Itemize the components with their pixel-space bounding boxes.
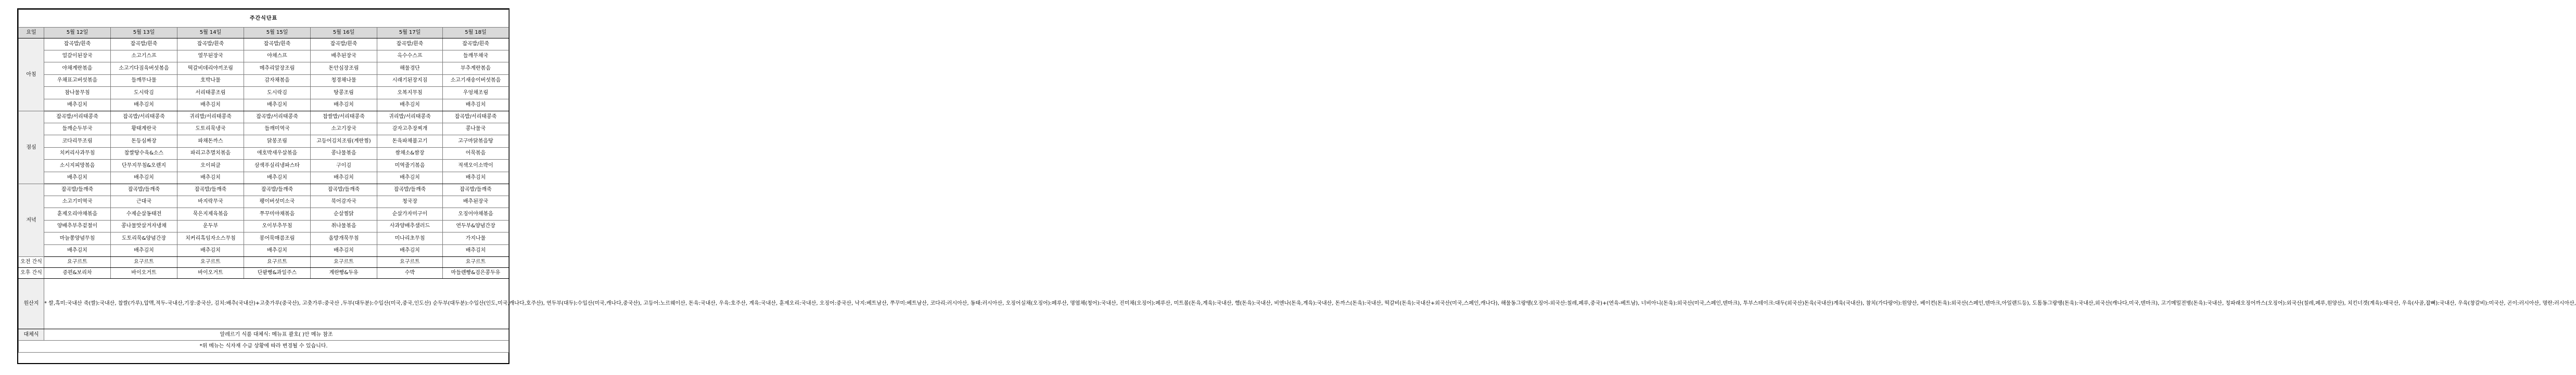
meal-row [19,232,509,245]
date-header: 5월 13일 [111,28,177,38]
date-header: 5월 12일 [44,28,111,38]
menu-item: 수제순살동태전 [111,208,177,221]
menu-item: 팽이버섯미소국 [244,196,311,208]
menu-item: 배추김치 [177,245,244,257]
meal-label: 점심 [19,111,44,184]
menu-item: 배추김치 [177,99,244,111]
menu-item: 단무지무침&오렌지 [111,160,177,172]
menu-item: 오징어야채볶음 [443,208,509,221]
menu-item: 참나물무침 [44,87,111,99]
snack-label: 오후 간식 [19,268,44,279]
menu-item: 도토리묵냉국 [177,123,244,135]
menu-item: 잡곡밥/서리태콩죽 [44,111,111,123]
menu-item: 파리고추멸치볶음 [177,148,244,160]
snack-label: 오전 간식 [19,257,44,268]
snack-item: 증편&보리차 [44,268,111,279]
menu-item: 배추김치 [111,245,177,257]
origin-row [19,279,509,329]
menu-item: 얼갈이된장국 [44,50,111,62]
menu-item: 배추김치 [377,99,443,111]
menu-item: 미나리초무침 [377,232,443,245]
menu-item: 배추김치 [311,99,377,111]
menu-item: 오이부추무침 [244,221,311,232]
menu-item: 잡곡밥/들깨죽 [443,184,509,196]
menu-item: 북어감자국 [311,196,377,208]
menu-item: 배추김치 [44,99,111,111]
menu-item: 잡곡밥/흰죽 [443,38,509,50]
menu-item: 배추김치 [244,172,311,184]
date-header: 5월 15일 [244,28,311,38]
menu-item: 귀리밥/서리태콩죽 [177,111,244,123]
menu-item: 찹쌀탕수육&소스 [111,148,177,160]
day-header-label: 요일 [19,28,44,38]
menu-item: 열무된장국 [177,50,244,62]
menu-item: 파채돈까스 [177,135,244,148]
date-header: 5월 18일 [443,28,509,38]
menu-item: 배추김치 [443,245,509,257]
menu-item: 배추된장국 [443,196,509,208]
menu-item: 봉어묵매콤조림 [244,232,311,245]
menu-item: 배추김치 [44,172,111,184]
menu-item: 귀리밥/서리태콩죽 [377,111,443,123]
menu-item: 구이김 [311,160,377,172]
menu-item: 떡갈비데리야끼조림 [177,62,244,75]
menu-item: 들깨순두부국 [44,123,111,135]
menu-item: 도시락김 [111,87,177,99]
menu-item: 닭봉조림 [244,135,311,148]
menu-item: 돈등심짜장 [111,135,177,148]
menu-item: 묵은지제육볶음 [177,208,244,221]
menu-item: 도시락김 [244,87,311,99]
menu-item: 애호박새우살볶음 [244,148,311,160]
menu-item: 잡곡밥/서리태콩죽 [244,111,311,123]
menu-item: 소고기다짐육버섯볶음 [111,62,177,75]
menu-item: 훈제오리야채볶음 [44,208,111,221]
menu-item: 감자고추장찌개 [377,123,443,135]
meal-row [19,160,509,172]
menu-item: 콩나물볶음 [311,148,377,160]
menu-item: 콩나물맛살겨자냉채 [111,221,177,232]
menu-item: 잡곡밥/들깨죽 [111,184,177,196]
menu-item: 고등어김치조림(계란찜) [311,135,377,148]
menu-item: 쭈꾸미야채볶음 [244,208,311,221]
snack-item: 바이오거트 [177,268,244,279]
menu-item: 잡곡밥/흰죽 [311,38,377,50]
meal-row [19,38,509,50]
footer-row [19,341,509,353]
snack-row [19,268,509,279]
menu-item: 사과양배추샐러드 [377,221,443,232]
menu-item: 쌈채소&쌈장 [377,148,443,160]
menu-item: 배추김치 [177,172,244,184]
meal-label: 저녁 [19,184,44,257]
menu-item: 잡곡밥/들깨죽 [377,184,443,196]
menu-item: 호박나물 [177,75,244,87]
meal-label: 아침 [19,38,44,111]
menu-item: 우엉채조림 [443,87,509,99]
menu-item: 서리태콩조림 [177,87,244,99]
menu-item: 순살가자미구이 [377,208,443,221]
weekly-menu-table [18,9,2576,353]
menu-item: 야채스프 [244,50,311,62]
menu-item: 잡곡밥/흰죽 [177,38,244,50]
menu-item: 배추김치 [443,99,509,111]
snack-item: 요구르트 [44,257,111,268]
menu-item: 소고기미역국 [44,196,111,208]
menu-item: 돈육파채불고기 [377,135,443,148]
menu-item: 잡곡밥/흰죽 [377,38,443,50]
menu-item: 미역줄기볶음 [377,160,443,172]
snack-item: 단팥빵&과일주스 [244,268,311,279]
snack-item: 계란빵&두유 [311,268,377,279]
menu-item: 배추김치 [244,99,311,111]
page-title: 주간식단표 [19,10,509,28]
menu-item: 배추김치 [244,245,311,257]
snack-item: 요구르트 [377,257,443,268]
snack-item: 요구르트 [111,257,177,268]
menu-item: 찹쌀밥/서리태콩죽 [311,111,377,123]
date-header: 5월 14일 [177,28,244,38]
menu-item: 배추김치 [377,245,443,257]
menu-item: 코다리무조림 [44,135,111,148]
snack-item: 마들렌빵&검은콩두유 [443,268,509,279]
menu-item: 운두부 [177,221,244,232]
meal-row [19,62,509,75]
menu-item: 배추김치 [44,245,111,257]
snack-item: 요구르트 [443,257,509,268]
menu-item: 배추김치 [311,172,377,184]
footer-note: *위 메뉴는 식자재 수급 상황에 따라 변경될 수 있습니다. [19,341,509,353]
menu-item: 배추김치 [443,172,509,184]
date-header: 5월 16일 [311,28,377,38]
meal-row [19,75,509,87]
meal-row [19,111,509,123]
snack-item: 수박 [377,268,443,279]
menu-item: 황태계란국 [111,123,177,135]
meal-row [19,208,509,221]
menu-item: 청경채나물 [311,75,377,87]
menu-item: 어묵볶음 [443,148,509,160]
menu-item: 부추계란볶음 [443,62,509,75]
menu-item: 청국장 [377,196,443,208]
menu-item: 잡곡밥/서리태콩죽 [111,111,177,123]
meal-row [19,196,509,208]
menu-item: 올방개묵무침 [311,232,377,245]
menu-item: 배추김치 [111,99,177,111]
menu-item: 바지락무국 [177,196,244,208]
menu-item: 오이피클 [177,160,244,172]
snack-item: 요구르트 [244,257,311,268]
menu-item: 들깨무나물 [111,75,177,87]
menu-item: 삼색푸실리냉파스타 [244,160,311,172]
snack-item: 바이오거트 [111,268,177,279]
origin-text: * 쌀,흑미:국내산 죽(쌀):국내산, 찹쌀(가루),압맥,적두-국내산,기장:중국산, 김치:배추(국내산)+고춧가루(중국산), 고춧가루:중국산 ,두부(대두분):수입산(미국,중국,인도산) 순두부(대두분):수입산(인도,미국,캐나다,호주산), 연두부(대두):수입산(미국,캐나다,중국산), 고등어:노르웨이산, 돈육:국내산, 우육:호주산, 계육:국내산, 훈제오리:국내산, 오징어:중국산, 낙지:베트남산, 쭈꾸미:베트남산, 코다리:러시아산, 동태:러시아산, 오징어실채(오징어):페루산, 명엽채(청어):국내산, 진미채(오징어):페루산, 미트볼(돈육,계육):국내산, 햄(돈육):국내산, 비엔나(돈육,계육):국내산, 돈까스(돈육):국내산, 떡갈비(돈육):국내산+외국산(미국,스페인,캐나다), 해물동그랑땡(오징어-외국산:칠레,페루,중국)+(연육-베트남), 너비아니(돈육):외국산(미국,스페인,덴마크), 투부스테이크:대두(외국산)돈육(국내산)계육(국내산), 참치(가다랑어):원양산, 베이컨(돈육):외국산(스페인,덴마크,아일랜드등), 도톰동그랑땡(돈육):국내산,외국산(캐나다,미국,덴마크), 고기메밀전병(돈육):국내산, 칭파래오징어까스(오징어):외국산(칠레,페루,원양산), 치킨너겟(계육):태국산, 우육(사골,잡뼈):국내산, 우육(창갈비):미국산, 곤이:러시아산, 명란:러시아산, [44,279,509,329]
menu-item: 배추김치 [377,172,443,184]
menu-item: 잡곡밥/들깨죽 [177,184,244,196]
menu-item: 잡곡밥/서리태콩죽 [443,111,509,123]
menu-item: 메추리알장조림 [244,62,311,75]
substitute-label: 대체식 [19,329,44,341]
menu-item: 시래기된장지짐 [377,75,443,87]
menu-item: 소고기스프 [111,50,177,62]
menu-item: 배추된장국 [311,50,377,62]
snack-item: 요구르트 [177,257,244,268]
meal-row [19,87,509,99]
menu-item: 배추김치 [111,172,177,184]
meal-row [19,172,509,184]
menu-item: 적색오이소박이 [443,160,509,172]
meal-row [19,184,509,196]
menu-item: 치커리흑임자소스무침 [177,232,244,245]
date-header: 5월 17일 [377,28,443,38]
meal-row [19,50,509,62]
menu-item: 해물경단 [377,62,443,75]
menu-item: 근대국 [111,196,177,208]
meal-row [19,148,509,160]
menu-item: 들깨무채국 [443,50,509,62]
menu-item: 잡곡밥/흰죽 [244,38,311,50]
meal-row [19,221,509,232]
menu-item: 들깨미역국 [244,123,311,135]
menu-item: 돈안심장조림 [311,62,377,75]
menu-item: 잡곡밥/들깨죽 [44,184,111,196]
snack-row [19,257,509,268]
menu-item: 옥수수스프 [377,50,443,62]
menu-item: 우채표고버섯볶음 [44,75,111,87]
menu-item: 잡곡밥/흰죽 [44,38,111,50]
menu-item: 양배추부추겉절이 [44,221,111,232]
snack-item: 요구르트 [311,257,377,268]
menu-item: 콩나물국 [443,123,509,135]
substitute-row [19,329,509,341]
menu-item: 고구마닭볶음탕 [443,135,509,148]
weekly-menu-sheet [17,8,2576,364]
menu-item: 마늘쫑양념무침 [44,232,111,245]
menu-item: 취나물볶음 [311,221,377,232]
meal-row [19,135,509,148]
menu-item: 순살찜닭 [311,208,377,221]
menu-item: 감자채볶음 [244,75,311,87]
substitute-text: 알레르기 식품 대체식: 메뉴표 괄호( )안 메뉴 참조 [44,329,509,341]
menu-item: 소시지피망볶음 [44,160,111,172]
origin-label: 원산지 [19,279,44,329]
menu-item: 잡곡밥/흰죽 [111,38,177,50]
menu-item: 도토리묵&양념간장 [111,232,177,245]
meal-row [19,123,509,135]
menu-item: 소고기새송이버섯볶음 [443,75,509,87]
menu-item: 야채계란볶음 [44,62,111,75]
menu-item: 오복지무침 [377,87,443,99]
menu-item: 배추김치 [311,245,377,257]
menu-item: 가지나물 [443,232,509,245]
menu-item: 잡곡밥/들깨죽 [244,184,311,196]
menu-item: 치커리사과무침 [44,148,111,160]
menu-item: 연두부&양념간장 [443,221,509,232]
meal-row [19,245,509,257]
menu-item: 잡곡밥/들깨죽 [311,184,377,196]
menu-item: 땅콩조림 [311,87,377,99]
menu-item: 소고기장국 [311,123,377,135]
meal-row [19,99,509,111]
